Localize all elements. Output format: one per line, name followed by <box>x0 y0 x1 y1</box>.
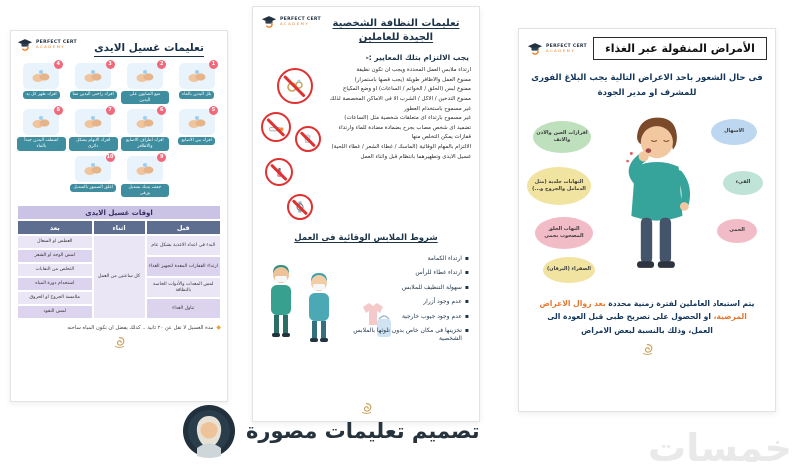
brand-line1: PERFECT CERT <box>546 43 587 49</box>
clothing-rule-text: سهولة التنظيف للملابس <box>401 283 462 291</box>
table-body <box>17 235 221 319</box>
square-bullet-icon: ▪ <box>464 326 469 334</box>
step-label: ضع الصابون على اليدين <box>121 91 170 104</box>
table-header-row <box>17 220 221 235</box>
brand-text <box>546 44 587 54</box>
brand-line1: PERFECT CERT <box>36 39 77 45</box>
diseases-intro: فى حال الشعور باحد الاعراض التالية يجب البلاغ الفورى للمشرف او مدير الجودة <box>531 73 763 98</box>
gold-flourish-icon <box>641 343 654 356</box>
no-watch-icon <box>287 194 313 220</box>
table-cell: لمس النقود <box>17 305 92 319</box>
handwash-step <box>172 63 221 104</box>
hygiene-rules-list <box>327 66 471 224</box>
clothing-rule-text: تخزينها فى مكان خاص بدون تلوثها بالملابس الشخصية <box>353 326 462 343</box>
poster2-header <box>261 15 471 45</box>
table-cell: التخلص من النفايات <box>17 263 92 277</box>
column-header-after: بعد <box>17 220 92 235</box>
square-bullet-icon: ▪ <box>464 312 469 320</box>
handwash-step <box>69 109 118 150</box>
brand-line2: ACADEMY <box>280 20 310 26</box>
poster3-header <box>527 37 767 60</box>
clothing-rules-list <box>351 255 469 349</box>
step-label: اشطف اليدين جيداً بالماء <box>17 137 66 150</box>
handwash-step <box>172 109 221 150</box>
brand-logo <box>527 37 587 60</box>
hygiene-subtitle: يجب الالتزام بتلك المعايير :- <box>365 53 469 62</box>
poster1-footer <box>17 336 221 349</box>
step-number-badge: 10 <box>106 153 114 160</box>
symptom-bubble: التهاب الحلق المصحوب بحمى <box>535 217 593 249</box>
poster3-title: الأمراض المنقولة عبر الغذاء <box>593 37 767 60</box>
marketplace-watermark: خمسات <box>648 426 792 470</box>
step-label: افرك راحتى اليدين معاً <box>70 91 117 99</box>
clothing-rule <box>351 269 469 277</box>
clothing-rule <box>351 284 469 292</box>
diamond-bullet-icon: ◆ <box>216 324 221 332</box>
hygiene-rule: ممنوع العمل والاظافر طويلة (يجب قصها باستمرار) <box>354 76 471 83</box>
symptom-bubble: الحمى <box>717 219 757 243</box>
duration-note <box>17 324 221 331</box>
handwash-step <box>121 153 170 197</box>
step-label: افرك الابهام بشكل دائرى <box>69 137 118 150</box>
brand-logo <box>261 15 321 28</box>
brand-logo <box>17 38 77 51</box>
poster3-footer <box>527 343 767 356</box>
column-after <box>17 235 92 319</box>
square-bullet-icon: ▪ <box>464 283 469 291</box>
clothing-rule-text: عدم وجود أزرار <box>423 298 462 306</box>
step-number-badge: 7 <box>106 106 115 115</box>
brand-text <box>36 40 77 50</box>
clothing-rule <box>351 298 469 306</box>
step-label: افرك اطراف الاصابع والاظافر <box>121 137 170 150</box>
symptom-bubble: الاسهال <box>711 119 757 145</box>
outro-highlight: بعد زوال الاعراض المرضية، <box>539 298 747 322</box>
step-label: افرك ظهر كل يد <box>23 91 59 99</box>
step-label: افرك بين الاصابع <box>178 137 214 145</box>
square-bullet-icon: ▪ <box>464 255 469 262</box>
sick-person-illustration <box>603 109 707 289</box>
step-label: بلل اليدين بالماء <box>179 91 214 99</box>
hygiene-rules-section <box>261 66 471 224</box>
hygiene-rule: تضميد اى شخص مصاب بجرح بضمادة مضادة للماء وارتداء قفازات يمكن التخلص منها <box>338 124 471 141</box>
no-jewelry-icon <box>277 68 313 104</box>
brand-line2: ACADEMY <box>36 43 66 49</box>
column-header-before: قبل <box>146 220 221 235</box>
column-before <box>146 235 221 319</box>
hygiene-rule: ارتداء ملابس العمل المحددة ويجب ان تكون نظيفة <box>356 67 471 73</box>
no-smoking-icon <box>261 112 291 142</box>
column-during <box>93 235 146 319</box>
clothing-rule-text: ارتداء الكمامة <box>427 255 462 262</box>
handwash-steps-grid <box>17 63 221 197</box>
graduation-cap-icon <box>17 38 33 51</box>
hygiene-rule: غير مسموح باستخدام العطور <box>404 105 471 112</box>
symptom-bubble: افرازات العين والاذن والانف <box>533 121 591 153</box>
step-number-badge: 3 <box>106 60 115 69</box>
symptom-bubble: القيء <box>723 171 763 195</box>
symptoms-figure <box>527 105 767 295</box>
hygiene-rule: غير مسموح بارتداء اى متعلقات شخصية مثل (الساعات) <box>344 115 471 122</box>
hands-washing-icon <box>23 109 59 135</box>
designer-credit <box>182 404 480 458</box>
poster-diseases <box>518 28 776 412</box>
hygiene-rule: غسيل الايدى وتطهيرهما بانتظام قبل واثناء العمل <box>360 153 471 160</box>
handwash-step <box>69 63 118 104</box>
symptom-bubble: الصفراء (اليرقان) <box>543 257 595 283</box>
step-label: جفف يديك بمنديل ورقى <box>121 184 170 197</box>
credit-text: تصميم تعليمات مصورة <box>246 419 480 443</box>
gold-flourish-icon <box>113 336 126 349</box>
poster1-header <box>17 38 221 54</box>
outro-part2: او الحصول على تصريح طبى قبل العودة الى العمل، وذلك بالنسبة لبعض الامراض <box>547 312 714 336</box>
clothing-title: شروط الملابس الوقائية فى العمل <box>294 233 438 243</box>
outro-part1: يتم استبعاد العاملين لفترة زمنية محددة <box>605 298 755 308</box>
table-cell: تناول الغذاء <box>146 298 221 319</box>
hygiene-rule: الالتزام بالمهام الوقائية (الماسك / غطاء الشعر / غطاء اللحية) <box>331 144 471 150</box>
table-cell: كل ساعتين من العمل <box>93 235 146 319</box>
step-number-badge: 2 <box>157 60 166 69</box>
clothing-rule <box>351 327 469 343</box>
table-cell: البدء فى اعداد الاغذية بشكل عام <box>146 235 221 256</box>
step-number-badge: 4 <box>54 60 63 69</box>
clothing-section <box>261 247 471 397</box>
clothing-rule <box>351 313 469 321</box>
handwash-step <box>17 109 66 150</box>
step-label: اغلق الصنبور بالمنديل <box>70 184 115 192</box>
brand-line1: PERFECT CERT <box>280 16 321 22</box>
clothing-rule <box>351 255 469 263</box>
clothing-rule-text: عدم وجود جيوب خارجية <box>401 312 462 320</box>
handwash-step <box>121 63 170 104</box>
brand-line2: ACADEMY <box>546 47 576 53</box>
handwash-step <box>121 109 170 150</box>
step-number-badge: 9 <box>157 153 166 162</box>
poster-hygiene <box>252 6 480 422</box>
diseases-outro <box>527 297 767 338</box>
graduation-cap-icon <box>527 42 543 55</box>
hands-washing-icon <box>75 109 111 135</box>
step-number-badge: 6 <box>157 106 166 115</box>
brand-text <box>280 17 321 27</box>
table-cell: استخدام دورة المياه <box>17 277 92 291</box>
designer-avatar <box>182 404 236 458</box>
handwash-times-table <box>17 205 221 319</box>
square-bullet-icon: ▪ <box>464 269 469 277</box>
hygiene-rule: ممنوع لبس (الحلق / الخواتم / الساعات) او وضع المكياج <box>342 86 471 93</box>
protective-workers-illustration <box>265 261 349 357</box>
step-number-badge: 1 <box>209 60 218 69</box>
handwash-step <box>69 153 118 197</box>
square-bullet-icon: ▪ <box>464 298 469 306</box>
table-cell: لمس الوجه او الشعر <box>17 249 92 263</box>
table-cell: العطس او السعال <box>17 235 92 249</box>
prohibition-icons <box>261 66 327 224</box>
column-header-during: اثناء <box>93 220 146 235</box>
no-nail-polish-icon <box>265 158 293 186</box>
handwash-step <box>17 63 66 104</box>
no-food-drink-icon <box>295 126 321 152</box>
step-number-badge: 5 <box>209 106 218 115</box>
graduation-cap-icon <box>261 15 277 28</box>
poster1-title: تعليمات غسيل الايدى <box>77 38 221 54</box>
table-title: اوقات غسيل الايدى <box>17 205 221 220</box>
table-cell: ملامسة الجروح او الحروق <box>17 291 92 305</box>
table-cell: ارتداء القفازات المعدة لتجهيز الغذاء <box>146 256 221 277</box>
symptom-bubble: التهابات جلدية (مثل الدمامل والجروح و...) <box>527 167 591 205</box>
clothing-rule-text: ارتداء غطاء للرأس <box>415 269 462 277</box>
poster-handwashing <box>10 30 228 402</box>
table-cell: لمس المعدات والأدوات الخاصة بالنظافة <box>146 277 221 298</box>
note-text: مدة الغسيل لا تقل عن ٢٠ ثانية .. كذلك يفضل ان تكون المياه ساخنه <box>67 324 214 331</box>
poster2-title: تعليمات النظافة الشخصية الجيدة للعاملين <box>332 18 460 43</box>
hygiene-rule: ممنوع التدخين / الاكل / الشرب الا فى الاماكن المخصصة لذلك <box>329 95 471 102</box>
step-number-badge: 8 <box>54 106 63 115</box>
